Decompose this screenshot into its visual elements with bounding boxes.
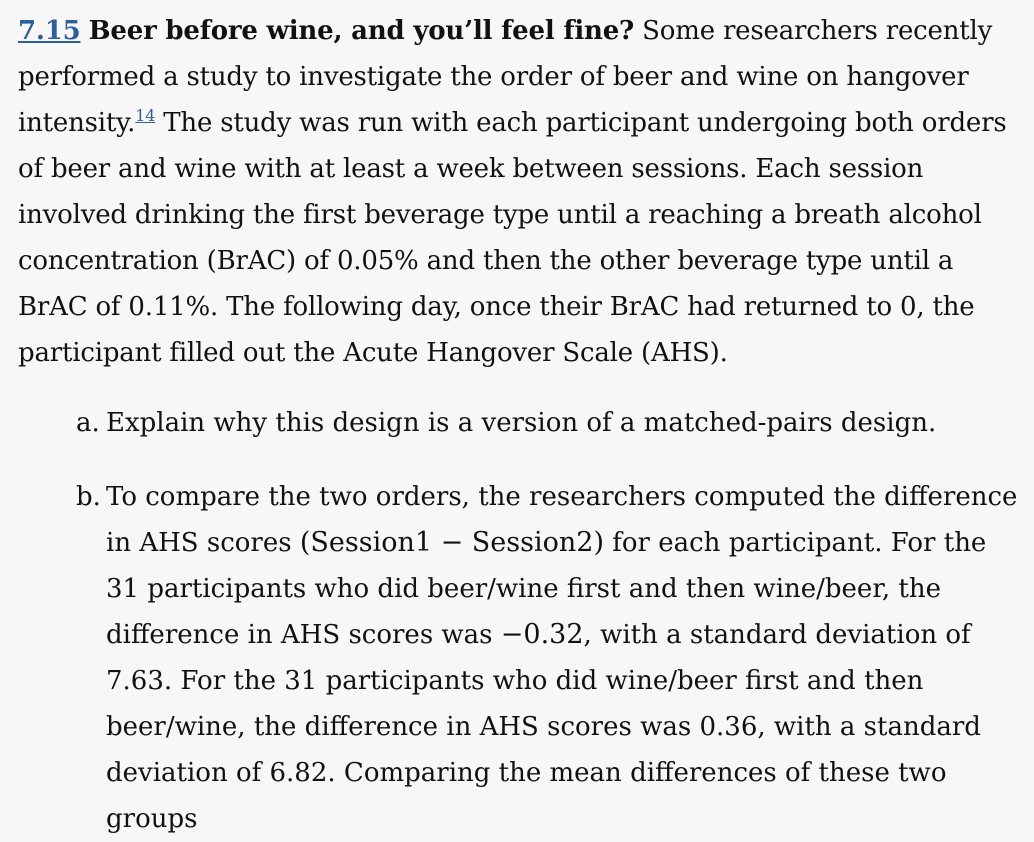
problem-number-link[interactable]: 7.15	[18, 16, 81, 46]
problem-title: Beer before wine, and you’ll feel fine?	[88, 16, 635, 46]
part-b-text-3: , with a standard deviation of 7.63. For the 31 participants who did wine/beer first and then beer/wine, the difference in AHS scores was 0.36, with a standard deviation of 6.82. Comparing the mean differences of these two groups	[106, 620, 981, 834]
footnote-reference-link[interactable]: 14	[135, 106, 156, 125]
part-a-text: Explain why this design is a version of a matched-pairs design.	[106, 408, 937, 438]
negative-mean-difference-value: −0.32	[500, 619, 584, 650]
part-b-letter: b.	[76, 482, 101, 512]
problem-statement	[18, 8, 1024, 376]
session-difference-formula: (Session1 − Session2)	[299, 527, 604, 558]
part-b	[76, 474, 1024, 842]
problem-intro-continuation: The study was run with each participant undergoing both orders of beer and wine with at least a week between sessions. Each session involved drinking the first beverage type until a reaching a breath alcohol concentration (BrAC) of 0.05% and then the other beverage type until a BrAC of 0.11%. The following day, once their BrAC had returned to 0, the participant filled out the Acute Hangover Scale (AHS).	[18, 108, 1007, 368]
part-b-text-1: To compare the two orders, the researchers computed the difference in AHS scores	[106, 482, 1018, 558]
problem-parts-list	[76, 400, 1024, 842]
part-b-text-2: for each participant. For the 31 participants who did beer/wine first and then wine/beer, the difference in AHS scores was	[106, 528, 987, 650]
part-a-letter: a.	[76, 408, 100, 438]
part-a	[76, 400, 1024, 446]
problem-intro-text: Some researchers recently performed a study to investigate the order of beer and wine on hangover intensity.	[18, 16, 993, 138]
